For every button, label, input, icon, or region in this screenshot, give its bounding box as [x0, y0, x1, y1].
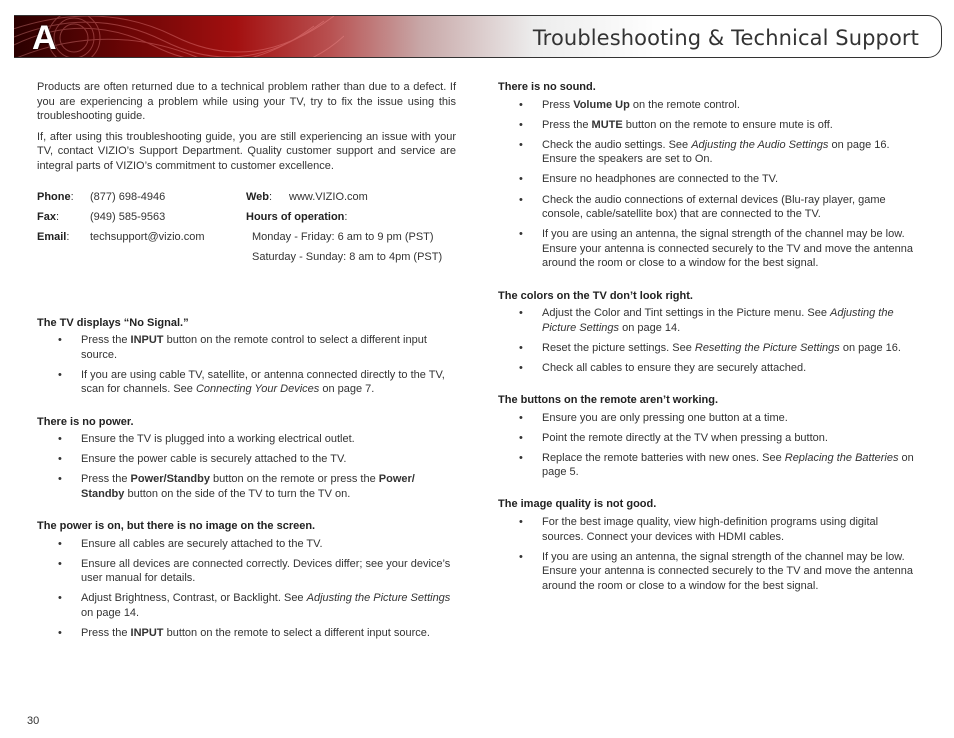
list-item: • Reset the picture settings. See Resetting the Picture Settings on page 16. [519, 341, 901, 354]
header-swirl-decoration [14, 16, 344, 58]
section-title-image-quality: The image quality is not good. [498, 498, 657, 511]
section-title-no-power: There is no power. [37, 415, 134, 428]
list-item: • Ensure all devices are connected correctly. Devices differ; see your device’s user manual for details. [58, 557, 451, 585]
list-item: • Ensure all cables are securely attached to the TV. [58, 537, 323, 550]
list-item: • Press the INPUT button on the remote control to select a different input source. [58, 334, 427, 361]
chapter-header [14, 15, 942, 58]
list-item: • If you are using an antenna, the signal strength of the channel may be low. Ensure your antenna is connected securely to the TV and move the antenna around the room or close to a window for the best signal. [519, 228, 913, 270]
phone-row: Phone: [37, 190, 74, 203]
list-no-power [37, 432, 456, 501]
email-row: Email: [37, 230, 70, 243]
list-item: • For the best image quality, view high-definition programs using digital sources. Connect your devices with HDMI cables. [519, 516, 879, 543]
section-title-no-image: The power is on, but there is no image on the screen. [37, 520, 316, 532]
list-item: • Point the remote directly at the TV when pressing a button. [519, 431, 828, 444]
list-no-sound [498, 98, 918, 271]
list-no-signal [37, 333, 456, 397]
list-item: • Ensure the power cable is securely attached to the TV. [58, 453, 347, 466]
web-value: www.VIZIO.com [289, 190, 368, 203]
hours-weekday: Monday - Friday: 6 am to 9 pm (PST) [252, 230, 434, 243]
section-title-colors: The colors on the TV don’t look right. [498, 289, 693, 302]
list-item: • Check the audio connections of external devices (Blu-ray player, game console, cable/satellite box) that are connected to the TV. [519, 193, 886, 221]
phone-value: (877) 698-4946 [90, 190, 166, 203]
list-no-image [37, 537, 456, 641]
list-item: • Check the audio settings. See Adjusting the Audio Settings on page 16. Ensure the speakers are set to On. [519, 138, 890, 166]
list-item: • Ensure the TV is plugged into a working electrical outlet. [58, 433, 355, 446]
section-title-no-sound: There is no sound. [498, 81, 596, 93]
right-column [498, 80, 918, 599]
list-item: • Ensure you are only pressing one button at a time. [519, 411, 788, 424]
page-number: 30 [27, 715, 40, 727]
list-item: • Press Volume Up on the remote control. [519, 98, 740, 111]
list-item: • Ensure no headphones are connected to the TV. [519, 173, 779, 186]
fax-value: (949) 585-9563 [90, 210, 166, 223]
email-value: techsupport@vizio.com [90, 230, 205, 243]
list-item: • If you are using an antenna, the signal strength of the channel may be low. Ensure your antenna is connected securely to the TV and move the antenna around the room or close to a window for the best signal. [519, 550, 913, 592]
list-item: • Press the MUTE button on the remote to ensure mute is off. [519, 118, 833, 131]
list-item: • Press the INPUT button on the remote to select a different input source. [58, 627, 430, 640]
intro-paragraph-1: Products are often returned due to a technical problem rather than due to a defect. If you are experiencing a problem while using your TV, try to fix the issue using this troubleshooting guide. [37, 81, 456, 123]
list-item: • Adjust the Color and Tint settings in the Picture menu. See Adjusting the Picture Settings on page 14. [519, 307, 894, 334]
appendix-letter: A [32, 19, 57, 57]
list-remote [498, 411, 918, 480]
page-title: Troubleshooting & Technical Support [532, 26, 919, 50]
contact-table [37, 186, 456, 266]
list-item: • If you are using cable TV, satellite, or antenna connected directly to the TV, scan for channels. See Connecting Your Devices on page 7. [58, 368, 445, 396]
hours-label: Hours of operation: [246, 210, 348, 223]
list-item: • Press the Power/Standby button on the remote or press the Power/ Standby button on the side of the TV to turn the TV on. [58, 473, 415, 500]
list-item: • Adjust Brightness, Contrast, or Backlight. See Adjusting the Picture Settings on page 14. [58, 592, 451, 619]
intro-paragraph-2: If, after using this troubleshooting guide, you are still experiencing an issue with your TV, contact VIZIO’s Support Department. Quality customer support and service are integral parts of VIZIO’s commitment to customer excellence. [37, 130, 456, 172]
fax-row: Fax: [37, 210, 60, 223]
list-item: • Replace the remote batteries with new ones. See Replacing the Batteries on page 5. [519, 451, 914, 479]
left-column [37, 80, 456, 646]
list-item: • Check all cables to ensure they are securely attached. [519, 361, 807, 374]
section-title-remote: The buttons on the remote aren’t working. [498, 394, 719, 406]
list-image-quality [498, 515, 918, 593]
list-colors [498, 306, 918, 375]
hours-weekend: Saturday - Sunday: 8 am to 4pm (PST) [252, 250, 443, 263]
web-row: Web: [246, 190, 273, 203]
section-title-no-signal: The TV displays “No Signal.” [37, 316, 189, 329]
